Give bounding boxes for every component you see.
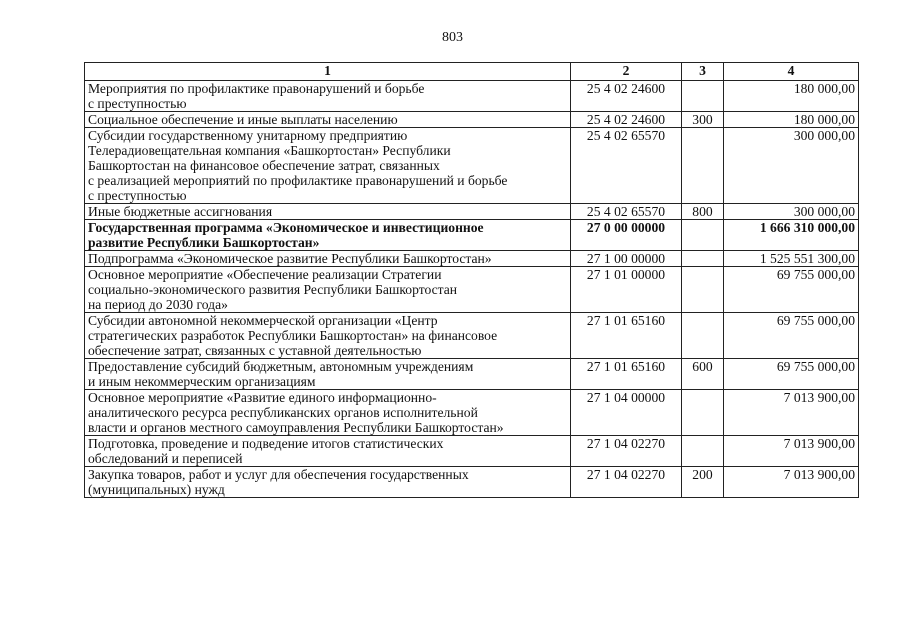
cell-type <box>682 267 724 313</box>
cell-code: 27 1 04 02270 <box>571 436 682 467</box>
cell-code: 27 0 00 00000 <box>571 220 682 251</box>
table-row <box>85 220 859 251</box>
cell-code: 25 4 02 65570 <box>571 128 682 204</box>
cell-amount: 69 755 000,00 <box>724 313 859 359</box>
cell-code: 27 1 04 02270 <box>571 467 682 498</box>
cell-amount: 69 755 000,00 <box>724 267 859 313</box>
cell-name: Социальное обеспечение и иные выплаты населению <box>85 112 571 128</box>
column-header-code: 2 <box>571 63 682 81</box>
table-row <box>85 467 859 498</box>
cell-code: 27 1 04 00000 <box>571 390 682 436</box>
cell-code: 25 4 02 24600 <box>571 81 682 112</box>
table-row <box>85 251 859 267</box>
cell-name: Подготовка, проведение и подведение итогов статистических обследований и переписей <box>85 436 571 467</box>
cell-amount: 7 013 900,00 <box>724 390 859 436</box>
cell-name: Субсидии автономной некоммерческой организации «Центр стратегических разработок Республики Башкортостан» на финансовое обеспечение затрат, связанных с уставной деятельностью <box>85 313 571 359</box>
cell-name: Предоставление субсидий бюджетным, автономным учреждениям и иным некоммерческим организациям <box>85 359 571 390</box>
cell-code: 27 1 00 00000 <box>571 251 682 267</box>
cell-type <box>682 313 724 359</box>
cell-code: 27 1 01 65160 <box>571 313 682 359</box>
table-row <box>85 81 859 112</box>
cell-type <box>682 220 724 251</box>
cell-type: 300 <box>682 112 724 128</box>
table-row <box>85 436 859 467</box>
page-number: 803 <box>442 30 463 45</box>
table-row <box>85 204 859 220</box>
cell-name: Основное мероприятие «Развитие единого информационно- аналитического ресурса республиканских органов исполнительной власти и органов местного самоуправления Республики Башкортостан» <box>85 390 571 436</box>
column-header-name: 1 <box>85 63 571 81</box>
cell-amount: 7 013 900,00 <box>724 467 859 498</box>
cell-amount: 1 666 310 000,00 <box>724 220 859 251</box>
table-header-row <box>85 63 859 81</box>
cell-amount: 180 000,00 <box>724 81 859 112</box>
cell-amount: 1 525 551 300,00 <box>724 251 859 267</box>
column-header-amount: 4 <box>724 63 859 81</box>
cell-name: Основное мероприятие «Обеспечение реализации Стратегии социально-экономического развития Республики Башкортостан на период до 2030 года» <box>85 267 571 313</box>
cell-code: 27 1 01 65160 <box>571 359 682 390</box>
cell-code: 27 1 01 00000 <box>571 267 682 313</box>
budget-table <box>84 62 859 498</box>
cell-amount: 180 000,00 <box>724 112 859 128</box>
cell-type <box>682 251 724 267</box>
cell-name: Мероприятия по профилактике правонарушений и борьбе с преступностью <box>85 81 571 112</box>
table-row <box>85 313 859 359</box>
cell-type: 200 <box>682 467 724 498</box>
cell-amount: 69 755 000,00 <box>724 359 859 390</box>
cell-type: 600 <box>682 359 724 390</box>
cell-type <box>682 436 724 467</box>
table-row <box>85 390 859 436</box>
table-row <box>85 359 859 390</box>
cell-name: Субсидии государственному унитарному предприятию Телерадиовещательная компания «Башкортостан» Республики Башкортостан на финансовое обеспечение затрат, связанных с реализацией мероприятий по профилактике правонарушений и борьбе с преступностью <box>85 128 571 204</box>
cell-type: 800 <box>682 204 724 220</box>
table-row <box>85 128 859 204</box>
cell-type <box>682 390 724 436</box>
column-header-type: 3 <box>682 63 724 81</box>
table-row <box>85 112 859 128</box>
table-body <box>85 81 859 498</box>
cell-amount: 300 000,00 <box>724 128 859 204</box>
cell-type <box>682 81 724 112</box>
cell-amount: 300 000,00 <box>724 204 859 220</box>
cell-name: Подпрограмма «Экономическое развитие Республики Башкортостан» <box>85 251 571 267</box>
cell-type <box>682 128 724 204</box>
cell-name: Закупка товаров, работ и услуг для обеспечения государственных (муниципальных) нужд <box>85 467 571 498</box>
cell-code: 25 4 02 24600 <box>571 112 682 128</box>
table-row <box>85 267 859 313</box>
cell-name: Иные бюджетные ассигнования <box>85 204 571 220</box>
cell-name: Государственная программа «Экономическое и инвестиционное развитие Республики Башкортостан» <box>85 220 571 251</box>
cell-code: 25 4 02 65570 <box>571 204 682 220</box>
cell-amount: 7 013 900,00 <box>724 436 859 467</box>
